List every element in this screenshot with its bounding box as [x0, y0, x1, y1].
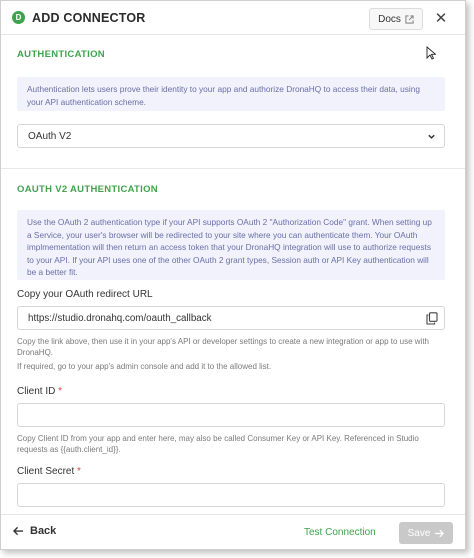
arrow-right-icon — [434, 529, 444, 538]
test-connection-button[interactable]: Test Connection — [304, 527, 376, 538]
redirect-url-value: https://studio.dronahq.com/oauth_callback — [28, 312, 212, 324]
required-marker: * — [58, 386, 63, 397]
docs-label: Docs — [378, 13, 401, 25]
redirect-url-field[interactable] — [17, 306, 445, 330]
close-icon[interactable]: ✕ — [434, 10, 448, 27]
allowed-list-help: If required, go to your app's admin console and add it to the allowed list. — [17, 362, 272, 371]
copy-icon[interactable] — [426, 312, 438, 325]
oauth-info: Use the OAuth 2 authentication type if your API supports OAuth 2 "Authorization Code" grant. When setting up a Service, your user's browser will be redirected to your site where you can authenticate them. Your OAuth implmementation will then return an access token that your DronaHQ integration will use to authorize requests to your API. If your API uses one of the other OAuth 2 grant types, Session auth or API Key authentication will be a better fit. — [17, 210, 445, 280]
redirect-url-help: Copy the link above, then use it in your app's API or developer settings to create a new integration or app to use with DronaHQ. — [17, 337, 429, 357]
authentication-info: Authentication lets users prove their identity to your app and authorize DronaHQ to access their data, using your API authentication scheme. — [17, 77, 445, 111]
back-label: Back — [30, 525, 57, 537]
section-divider — [1, 168, 465, 169]
redirect-url-label: Copy your OAuth redirect URL — [17, 289, 153, 300]
dialog-title: ADD CONNECTOR — [32, 10, 146, 25]
save-button[interactable] — [399, 522, 453, 544]
dronahq-logo-icon: D — [12, 11, 25, 24]
mouse-cursor-icon — [426, 46, 436, 60]
auth-scheme-select[interactable] — [17, 124, 445, 148]
arrow-left-icon — [13, 526, 24, 536]
save-label: Save — [407, 527, 431, 539]
back-button[interactable] — [13, 525, 56, 537]
client-id-label-text: Client ID — [17, 386, 56, 397]
oauth-section-title: OAUTH V2 AUTHENTICATION — [17, 184, 158, 195]
chevron-down-icon — [427, 130, 436, 144]
client-secret-label — [17, 466, 81, 477]
authentication-section-title: AUTHENTICATION — [17, 49, 105, 60]
docs-button[interactable] — [369, 8, 423, 30]
client-secret-input[interactable] — [17, 483, 445, 507]
dialog-header — [1, 1, 465, 35]
client-id-input[interactable] — [17, 403, 445, 427]
client-id-label — [17, 386, 62, 397]
external-link-icon — [405, 15, 414, 24]
client-id-help: Copy Client ID from your app and enter here, may also be called Consumer Key or API Key. Referenced in Studio requests as {{auth.client_id}}. — [17, 434, 419, 454]
dialog-body[interactable] — [1, 36, 465, 514]
auth-scheme-value: OAuth V2 — [28, 130, 72, 142]
client-secret-label-text: Client Secret — [17, 466, 75, 477]
required-marker: * — [77, 466, 81, 477]
dialog-footer — [1, 514, 465, 550]
